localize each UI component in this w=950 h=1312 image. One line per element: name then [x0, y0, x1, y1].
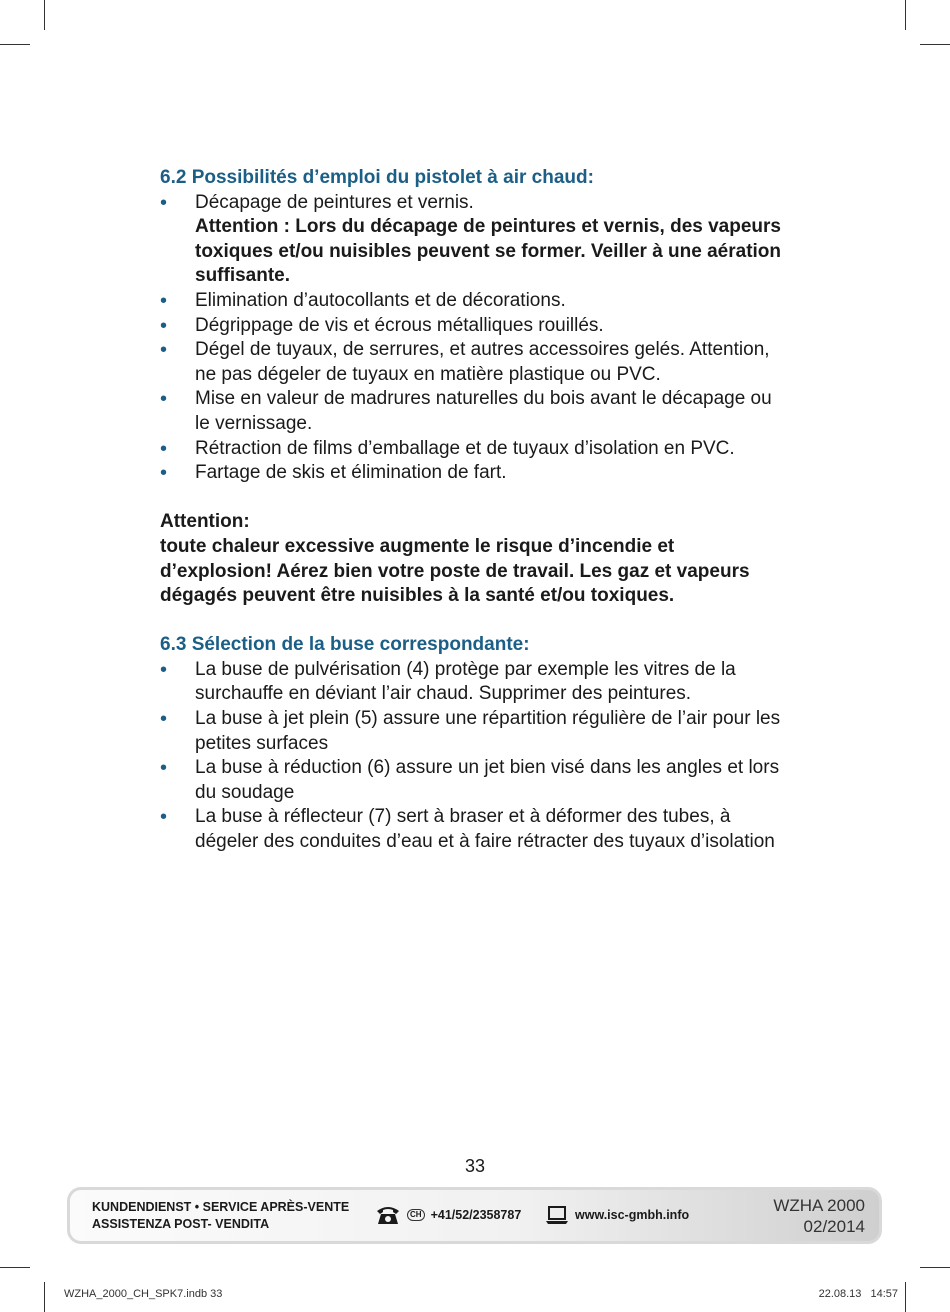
phone-contact — [375, 1205, 521, 1225]
laptop-icon — [545, 1205, 569, 1225]
list-item: • Mise en valeur de madrures naturelles du bois avant le décapage ou le vernissage. — [160, 387, 790, 436]
list-item: • La buse à réflecteur (7) sert à braser et à déformer des tubes, à dégeler des conduites d’eau et à faire rétracter des tuyaux d’isolation — [160, 805, 790, 854]
list-item-text: Décapage de peintures et vernis. — [195, 191, 474, 213]
crop-mark — [905, 1282, 906, 1312]
crop-mark — [0, 44, 30, 45]
crop-mark — [905, 0, 906, 30]
bullet-warning: Attention : Lors du décapage de peintures et vernis, des vapeurs toxiques et/ou nuisibles peuvent se former. Veiller à une aération suffisante. — [195, 216, 782, 287]
service-line: KUNDENDIENST • SERVICE APRÈS-VENTE — [92, 1200, 350, 1214]
list-item: • La buse de pulvérisation (4) protège par exemple les vitres de la surchauffe en déviant l’air chaud. Supprimer des peintures. — [160, 658, 790, 707]
telephone-icon — [375, 1205, 401, 1225]
service-line: ASSISTENZA POST- VENDITA — [92, 1217, 270, 1231]
website-link[interactable]: www.isc-gmbh.info — [575, 1208, 690, 1222]
service-footer — [67, 1187, 882, 1244]
warning-text: toute chaleur excessive augmente le risque d’incendie et d’explosion! Aérez bien votre poste de travail. Les gaz et vapeurs dégagés peuvent être nuisibles à la santé et/ou toxiques. — [160, 535, 750, 607]
list-item: • Dégrippage de vis et écrous métalliques rouillés. — [160, 314, 790, 339]
phone-number[interactable]: +41/52/2358787 — [430, 1208, 522, 1222]
list-item — [160, 191, 790, 289]
print-timestamp: 22.08.13 14:57 — [818, 1288, 898, 1300]
crop-mark — [920, 1267, 950, 1268]
crop-mark — [0, 1267, 30, 1268]
model-date: 02/2014 — [803, 1217, 865, 1236]
list-item: • Rétraction de films d’emballage et de tuyaux d’isolation en PVC. — [160, 437, 790, 462]
crop-mark — [920, 44, 950, 45]
list-item: • La buse à jet plein (5) assure une répartition régulière de l’air pour les petites surfaces — [160, 707, 790, 756]
list-item: • Fartage de skis et élimination de fart. — [160, 461, 790, 486]
country-badge: CH — [407, 1209, 425, 1221]
page-content — [160, 166, 790, 855]
page-number: 33 — [464, 1156, 486, 1176]
list-item: • Dégel de tuyaux, de serrures, et autres accessoires gelés. Attention, ne pas dégeler de tuyaux en matière plastique ou PVC. — [160, 338, 790, 387]
model-name: WZHA 2000 — [773, 1196, 865, 1215]
warning-title: Attention: — [160, 511, 250, 533]
list-item: • La buse à réduction (6) assure un jet bien visé dans les angles et lors du soudage — [160, 756, 790, 805]
list-item: • Elimination d’autocollants et de décorations. — [160, 289, 790, 314]
service-label — [92, 1199, 349, 1233]
usage-list — [160, 191, 790, 486]
nozzle-list — [160, 658, 790, 855]
print-file-info: WZHA_2000_CH_SPK7.indb 33 — [64, 1288, 223, 1300]
section-heading: 6.3 Sélection de la buse correspondante: — [160, 634, 530, 656]
web-contact — [545, 1205, 689, 1225]
crop-mark — [44, 1282, 45, 1312]
model-info — [773, 1195, 865, 1237]
section-heading: 6.2 Possibilités d’emploi du pistolet à air chaud: — [160, 167, 594, 188]
crop-mark — [44, 0, 45, 30]
